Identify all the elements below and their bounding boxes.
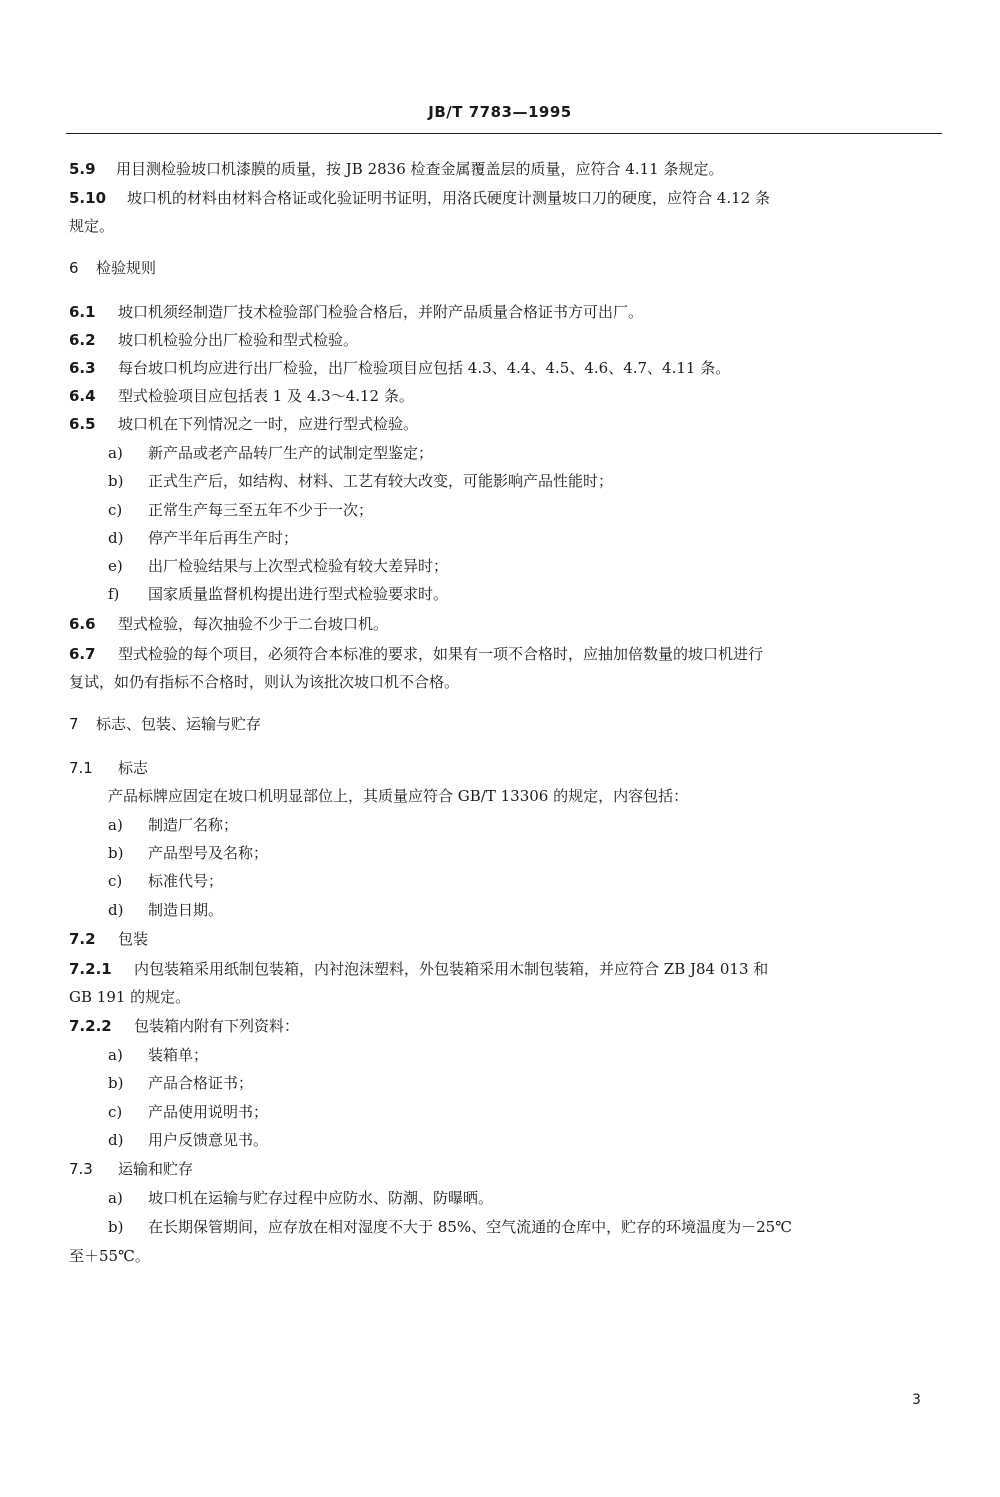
list-marker: a) — [108, 1046, 123, 1064]
clause-number: 7.2.2 — [69, 1017, 112, 1035]
list-marker: b) — [108, 472, 124, 490]
clause-title: 包装 — [118, 930, 149, 948]
list-marker: f) — [108, 585, 120, 603]
section-title: 检验规则 — [96, 259, 157, 277]
section-title: 标志、包装、运输与贮存 — [96, 715, 262, 733]
list-marker: a) — [108, 1189, 123, 1207]
list-text: 停产半年后再生产时； — [148, 529, 299, 547]
clause-number: 6.7 — [69, 645, 96, 663]
clause-text: 型式检验的每个项目，必须符合本标准的要求，如果有一项不合格时，应抽加倍数量的坡口机进行 — [118, 645, 764, 663]
list-marker: b) — [108, 1218, 124, 1236]
clause-text: 至＋55℃。 — [69, 1247, 150, 1265]
list-text: 装箱单； — [148, 1046, 209, 1064]
list-text: 产品合格证书； — [148, 1074, 254, 1092]
list-text: 坡口机在运输与贮存过程中应防水、防潮、防曝晒。 — [148, 1189, 494, 1207]
list-text: 产品使用说明书； — [148, 1103, 269, 1121]
clause-number: 7.3 — [69, 1160, 93, 1178]
list-text: 国家质量监督机构提出进行型式检验要求时。 — [148, 585, 449, 603]
page-number: 3 — [912, 1392, 921, 1408]
clause-number: 7.1 — [69, 759, 93, 777]
list-marker: c) — [108, 1103, 123, 1121]
list-marker: b) — [108, 1074, 124, 1092]
clause-text: 型式检验，每次抽验不少于二台坡口机。 — [118, 615, 389, 633]
clause-text: 坡口机在下列情况之一时，应进行型式检验。 — [118, 415, 419, 433]
clause-title: 运输和贮存 — [118, 1160, 194, 1178]
list-text: 新产品或老产品转厂生产的试制定型鉴定； — [148, 444, 434, 462]
clause-number: 5.10 — [69, 189, 107, 207]
list-marker: d) — [108, 901, 124, 919]
clause-number: 6.1 — [69, 303, 96, 321]
list-text: 在长期保管期间，应存放在相对湿度不大于 85%、空气流通的仓库中，贮存的环境温度为－25℃ — [148, 1218, 792, 1236]
clause-number: 5.9 — [69, 160, 96, 178]
clause-text: 产品标牌应固定在坡口机明显部位上，其质量应符合 GB/T 13306 的规定，内容包括： — [108, 787, 689, 805]
clause-text: 坡口机检验分出厂检验和型式检验。 — [118, 331, 359, 349]
clause-number: 6.3 — [69, 359, 96, 377]
list-text: 制造日期。 — [148, 901, 224, 919]
list-text: 标准代号； — [148, 872, 224, 890]
clause-text: 复试，如仍有指标不合格时，则认为该批次坡口机不合格。 — [69, 673, 460, 691]
clause-number: 7.2 — [69, 930, 96, 948]
list-text: 用户反馈意见书。 — [148, 1131, 269, 1149]
list-text: 制造厂名称； — [148, 816, 239, 834]
clause-text: 用目测检验坡口机漆膜的质量，按 JB 2836 检查金属覆盖层的质量，应符合 4.11 条规定。 — [116, 160, 724, 178]
section-number: 6 — [69, 259, 79, 277]
clause-text: 规定。 — [69, 217, 115, 235]
clause-text: 每台坡口机均应进行出厂检验，出厂检验项目应包括 4.3、4.4、4.5、4.6、4.7、4.11 条。 — [118, 359, 731, 377]
clause-number: 6.6 — [69, 615, 96, 633]
clause-number: 7.2.1 — [69, 960, 112, 978]
page-header-standard-number: JB/T 7783—1995 — [428, 103, 572, 121]
list-text: 正常生产每三至五年不少于一次； — [148, 501, 374, 519]
list-marker: a) — [108, 816, 123, 834]
clause-text: 型式检验项目应包括表 1 及 4.3～4.12 条。 — [118, 387, 414, 405]
header-rule — [66, 133, 942, 134]
clause-text: 包装箱内附有下列资料： — [134, 1017, 300, 1035]
list-marker: b) — [108, 844, 124, 862]
list-marker: c) — [108, 872, 123, 890]
list-marker: c) — [108, 501, 123, 519]
section-number: 7 — [69, 715, 79, 733]
clause-number: 6.2 — [69, 331, 96, 349]
clause-number: 6.4 — [69, 387, 96, 405]
list-marker: d) — [108, 529, 124, 547]
clause-text: 内包装箱采用纸制包装箱，内衬泡沫塑料，外包装箱采用木制包装箱，并应符合 ZB J84 013 和 — [134, 960, 769, 978]
clause-title: 标志 — [118, 759, 149, 777]
clause-number: 6.5 — [69, 415, 96, 433]
list-marker: a) — [108, 444, 123, 462]
list-marker: e) — [108, 557, 123, 575]
clause-text: 坡口机须经制造厂技术检验部门检验合格后，并附产品质量合格证书方可出厂。 — [118, 303, 644, 321]
clause-text: 坡口机的材料由材料合格证或化验证明书证明，用洛氏硬度计测量坡口刀的硬度，应符合 4.12 条 — [127, 189, 770, 207]
list-marker: d) — [108, 1131, 124, 1149]
clause-text: GB 191 的规定。 — [69, 988, 191, 1006]
list-text: 产品型号及名称； — [148, 844, 269, 862]
list-text: 出厂检验结果与上次型式检验有较大差异时； — [148, 557, 449, 575]
list-text: 正式生产后，如结构、材料、工艺有较大改变，可能影响产品性能时； — [148, 472, 614, 490]
